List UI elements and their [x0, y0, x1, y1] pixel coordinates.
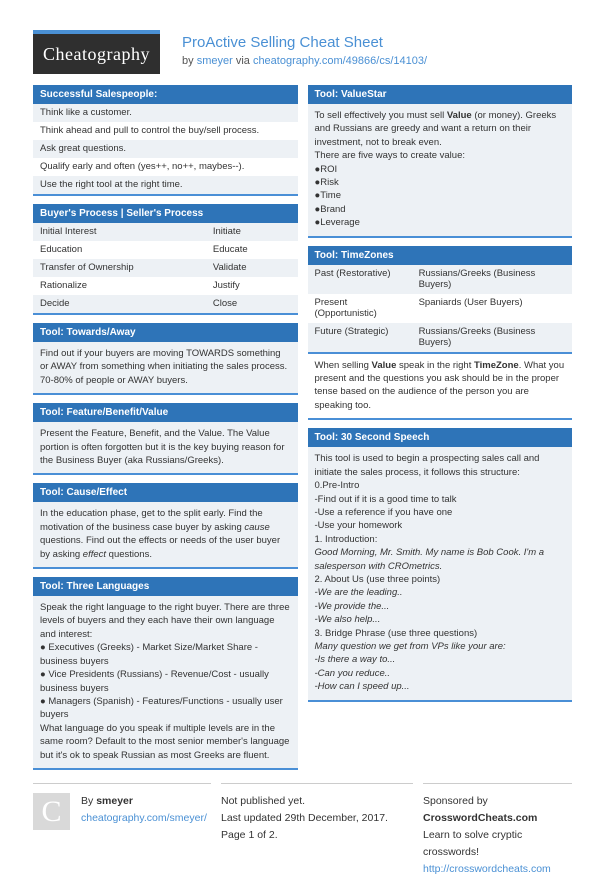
- cell-text: Rationalize: [40, 280, 87, 291]
- logo-text: Cheatography: [43, 43, 150, 64]
- cell-text: Close: [212, 298, 238, 309]
- cell-text: This tool is used to begin a prospecting sales call and initiate the sales process, it follows this structure:: [314, 453, 540, 478]
- card-timezones: [308, 246, 573, 421]
- cell-text: Speak the right language to the right buyer. There are three levels of buyers and they each have their own language and interest:: [40, 602, 290, 640]
- sponsor-line: [423, 793, 572, 827]
- cell-text: ● Executives (Greeks) - Market Size/Market Share - business buyers: [40, 642, 258, 667]
- card-towards-away: [33, 323, 298, 395]
- footer-author-name: smeyer: [96, 794, 133, 807]
- footer-author-link[interactable]: cheatography.com/smeyer/: [81, 811, 207, 824]
- bullet-item: [315, 203, 566, 216]
- cell-text: ●Brand: [314, 203, 346, 215]
- cell-text: Good Morning, Mr. Smith. My name is Bob Cook. I'm a salesperson with CROmetrics.: [314, 547, 545, 572]
- table-row: [308, 265, 573, 294]
- cell-text: Future (Strategic): [314, 325, 389, 337]
- bold-text: Value: [371, 359, 397, 371]
- cell-text: Think like a customer.: [40, 107, 132, 118]
- cell-text: Initiate: [212, 226, 241, 237]
- cell-text: Decide: [40, 298, 70, 309]
- paragraph: [315, 109, 566, 149]
- right-column: [308, 85, 573, 710]
- avatar: [33, 793, 70, 830]
- byline-via: via: [235, 55, 250, 67]
- table-row: [308, 294, 573, 323]
- section-title: Buyer's Process | Seller's Process: [33, 204, 298, 223]
- cell-text: ●Leverage: [314, 217, 360, 229]
- card-feature-benefit-value: [33, 403, 298, 475]
- card-cause-effect: [33, 483, 298, 569]
- paragraph: There are five ways to create value:: [314, 150, 465, 162]
- cell-text: -Use your homework: [314, 520, 403, 532]
- footer-author-line: [81, 793, 207, 810]
- author-link[interactable]: smeyer: [196, 55, 233, 67]
- text-line: [40, 668, 291, 695]
- text-line: [315, 479, 566, 492]
- successful-list: [33, 104, 298, 194]
- table-row: [308, 323, 573, 352]
- section-title: Tool: Feature/Benefit/Value: [33, 403, 298, 422]
- cell-text: -Find out if it is a good time to talk: [314, 493, 457, 505]
- cell-text: Justify: [212, 280, 240, 291]
- emphasis-text: cause: [244, 521, 270, 533]
- card-30-second-speech: [308, 428, 573, 701]
- left-column: [33, 85, 298, 778]
- footer-author: [33, 783, 211, 878]
- cell-text: Transfer of Ownership: [40, 262, 134, 273]
- cheatography-logo[interactable]: [33, 30, 160, 74]
- bullet-item: [315, 216, 566, 229]
- table-row: [33, 295, 298, 313]
- cell-text: What language do you speak if multiple levels are in the same room? Default to the most senior member's language but it's ok to speak Russian as most Greeks are fluent.: [40, 722, 290, 761]
- list-item: [33, 104, 298, 122]
- cell-text: -Can you reduce..: [314, 667, 391, 679]
- body-text: questions.: [106, 548, 152, 560]
- table-row: [33, 241, 298, 259]
- list-item: [33, 122, 298, 140]
- text-line: [315, 493, 566, 506]
- value-bullet-list: [315, 163, 566, 230]
- cell-text: Educate: [212, 244, 248, 255]
- byline: [182, 55, 427, 67]
- section-title: Tool: Towards/Away: [33, 323, 298, 342]
- cell-text: -How can I speed up...: [314, 681, 410, 693]
- table-row: [33, 259, 298, 277]
- text-line: [315, 680, 566, 693]
- sponsor-name: CrosswordCheats.com: [423, 811, 538, 824]
- cell-text: -Is there a way to...: [314, 654, 396, 666]
- card-valuestar: [308, 85, 573, 238]
- section-body: [33, 502, 298, 567]
- body-text: To sell effectively you must sell: [314, 110, 447, 121]
- text-line: [315, 519, 566, 532]
- section-title: Tool: 30 Second Speech: [308, 428, 573, 447]
- timezones-table: [308, 265, 573, 352]
- bullet-item: [315, 189, 566, 202]
- card-three-languages: [33, 577, 298, 770]
- avatar-letter: C: [41, 794, 62, 828]
- cell-text: 0.Pre-Intro: [314, 480, 360, 492]
- text-line: [315, 573, 566, 586]
- cell-text: 2. About Us (use three points): [314, 573, 441, 585]
- text-line: [40, 722, 291, 762]
- cell-text: -Use a reference if you have one: [314, 506, 453, 518]
- section-body: [33, 422, 298, 473]
- cell-text: Education: [40, 244, 83, 255]
- title-block: [182, 30, 427, 67]
- text-line: [40, 695, 291, 722]
- cell-text: Ask great questions.: [40, 143, 127, 154]
- cell-text: -We are the leading..: [314, 587, 403, 599]
- body-text: questions. Find out the effects or needs of the user buyer by asking: [40, 535, 281, 560]
- footer: [33, 783, 572, 878]
- cell-text: ● Vice Presidents (Russians) - Revenue/Cost - usually business buyers: [40, 669, 269, 694]
- cell-text: Russians/Greeks (Business Buyers): [418, 325, 536, 348]
- last-updated: Last updated 29th December, 2017.: [221, 811, 388, 824]
- cell-text: Spaniards (User Buyers): [418, 296, 523, 308]
- content-columns: [33, 85, 572, 778]
- page-title: ProActive Selling Cheat Sheet: [182, 34, 383, 51]
- footer-meta: [221, 783, 413, 878]
- sheet-url-link[interactable]: cheatography.com/49866/cs/14103/: [252, 55, 428, 67]
- cell-text: ●Time: [314, 190, 341, 202]
- byline-by: by: [182, 55, 194, 67]
- footer-by-label: By: [81, 794, 94, 807]
- section-title: Tool: Three Languages: [33, 577, 298, 596]
- bold-text: TimeZone: [474, 359, 519, 371]
- cell-text: Present (Opportunistic): [314, 296, 377, 319]
- body-text: When selling: [314, 359, 372, 371]
- header: [33, 30, 572, 74]
- section-title: Tool: ValueStar: [308, 85, 573, 104]
- bullet-item: [315, 163, 566, 176]
- cell-text: -We provide the...: [314, 600, 390, 612]
- text-line: [315, 613, 566, 626]
- cell-text: -We also help...: [314, 614, 381, 626]
- page-number: Page 1 of 2.: [221, 828, 278, 841]
- section-body: [308, 104, 573, 236]
- cell-text: Qualify early and often (yes++, no++, maybes--).: [40, 161, 245, 172]
- cell-text: Russians/Greeks (Business Buyers): [418, 267, 536, 290]
- process-table: [33, 223, 298, 313]
- text-line: [315, 600, 566, 613]
- cell-text: 1. Introduction:: [314, 533, 378, 545]
- body-text: Present the Feature, Benefit, and the Value. The Value portion is often forgotten but it is the key buying reason for the Business Buyer (aka Russians/Greeks).: [40, 428, 285, 467]
- cell-text: Use the right tool at the right time.: [40, 179, 183, 190]
- list-item: [33, 158, 298, 176]
- table-row: [33, 223, 298, 241]
- section-title: Successful Salespeople:: [33, 85, 298, 104]
- text-line: [315, 546, 566, 573]
- cell-text: Validate: [212, 262, 247, 273]
- cell-text: Initial Interest: [40, 226, 97, 237]
- cell-text: Think ahead and pull to control the buy/sell process.: [40, 125, 260, 136]
- bullet-item: [315, 176, 566, 189]
- text-line: [315, 533, 566, 546]
- text-line: [315, 627, 566, 640]
- cell-text: Past (Restorative): [314, 267, 391, 279]
- cell-text: Many question we get from VPs like your are:: [314, 640, 506, 652]
- text-line: [315, 586, 566, 599]
- section-title: Tool: TimeZones: [308, 246, 573, 265]
- body-text: . What you present and the questions you ask should be in the proper tense based on the audience of the person you are speaking too.: [314, 359, 565, 411]
- text-line: [40, 641, 291, 668]
- bold-text: Value: [446, 110, 472, 121]
- body-text: (or money). Greeks and Russians are greedy and want a return on their investment, not to break even.: [314, 110, 557, 148]
- cell-text: ●ROI: [314, 163, 338, 175]
- text-line: [315, 653, 566, 666]
- footer-author-text: [81, 793, 207, 878]
- cell-text: 3. Bridge Phrase (use three questions): [314, 627, 478, 639]
- section-body: [33, 596, 298, 768]
- sponsor-link[interactable]: http://crosswordcheats.com: [423, 862, 551, 875]
- sponsor-label: Sponsored by: [423, 794, 488, 807]
- section-body: [308, 447, 573, 699]
- text-line: [315, 452, 566, 479]
- card-buyers-process: [33, 204, 298, 315]
- section-title: Tool: Cause/Effect: [33, 483, 298, 502]
- publish-status: Not published yet.: [221, 794, 306, 807]
- cell-text: ●Risk: [314, 177, 339, 189]
- text-line: [315, 667, 566, 680]
- card-successful-salespeople: [33, 85, 298, 196]
- list-item: [33, 176, 298, 194]
- cell-text: ● Managers (Spanish) - Features/Functions - usually user buyers: [40, 695, 283, 721]
- section-note: [308, 352, 573, 419]
- section-body: [33, 342, 298, 393]
- table-row: [33, 277, 298, 295]
- body-text: speak in the right: [396, 359, 474, 371]
- list-item: [33, 140, 298, 158]
- footer-sponsor: [423, 783, 572, 878]
- emphasis-text: effect: [82, 548, 107, 560]
- text-line: [40, 601, 291, 641]
- sponsor-tagline: Learn to solve cryptic crosswords!: [423, 828, 523, 858]
- text-line: [315, 506, 566, 519]
- text-line: [315, 640, 566, 653]
- body-text: Find out if your buyers are moving TOWARDS something or AWAY from something when initiating the sales process. 70-80% of people or AWAY buyers.: [40, 348, 288, 386]
- body-text: In the education phase, get to the split early. Find the motivation of the business case buyer by asking: [40, 508, 263, 533]
